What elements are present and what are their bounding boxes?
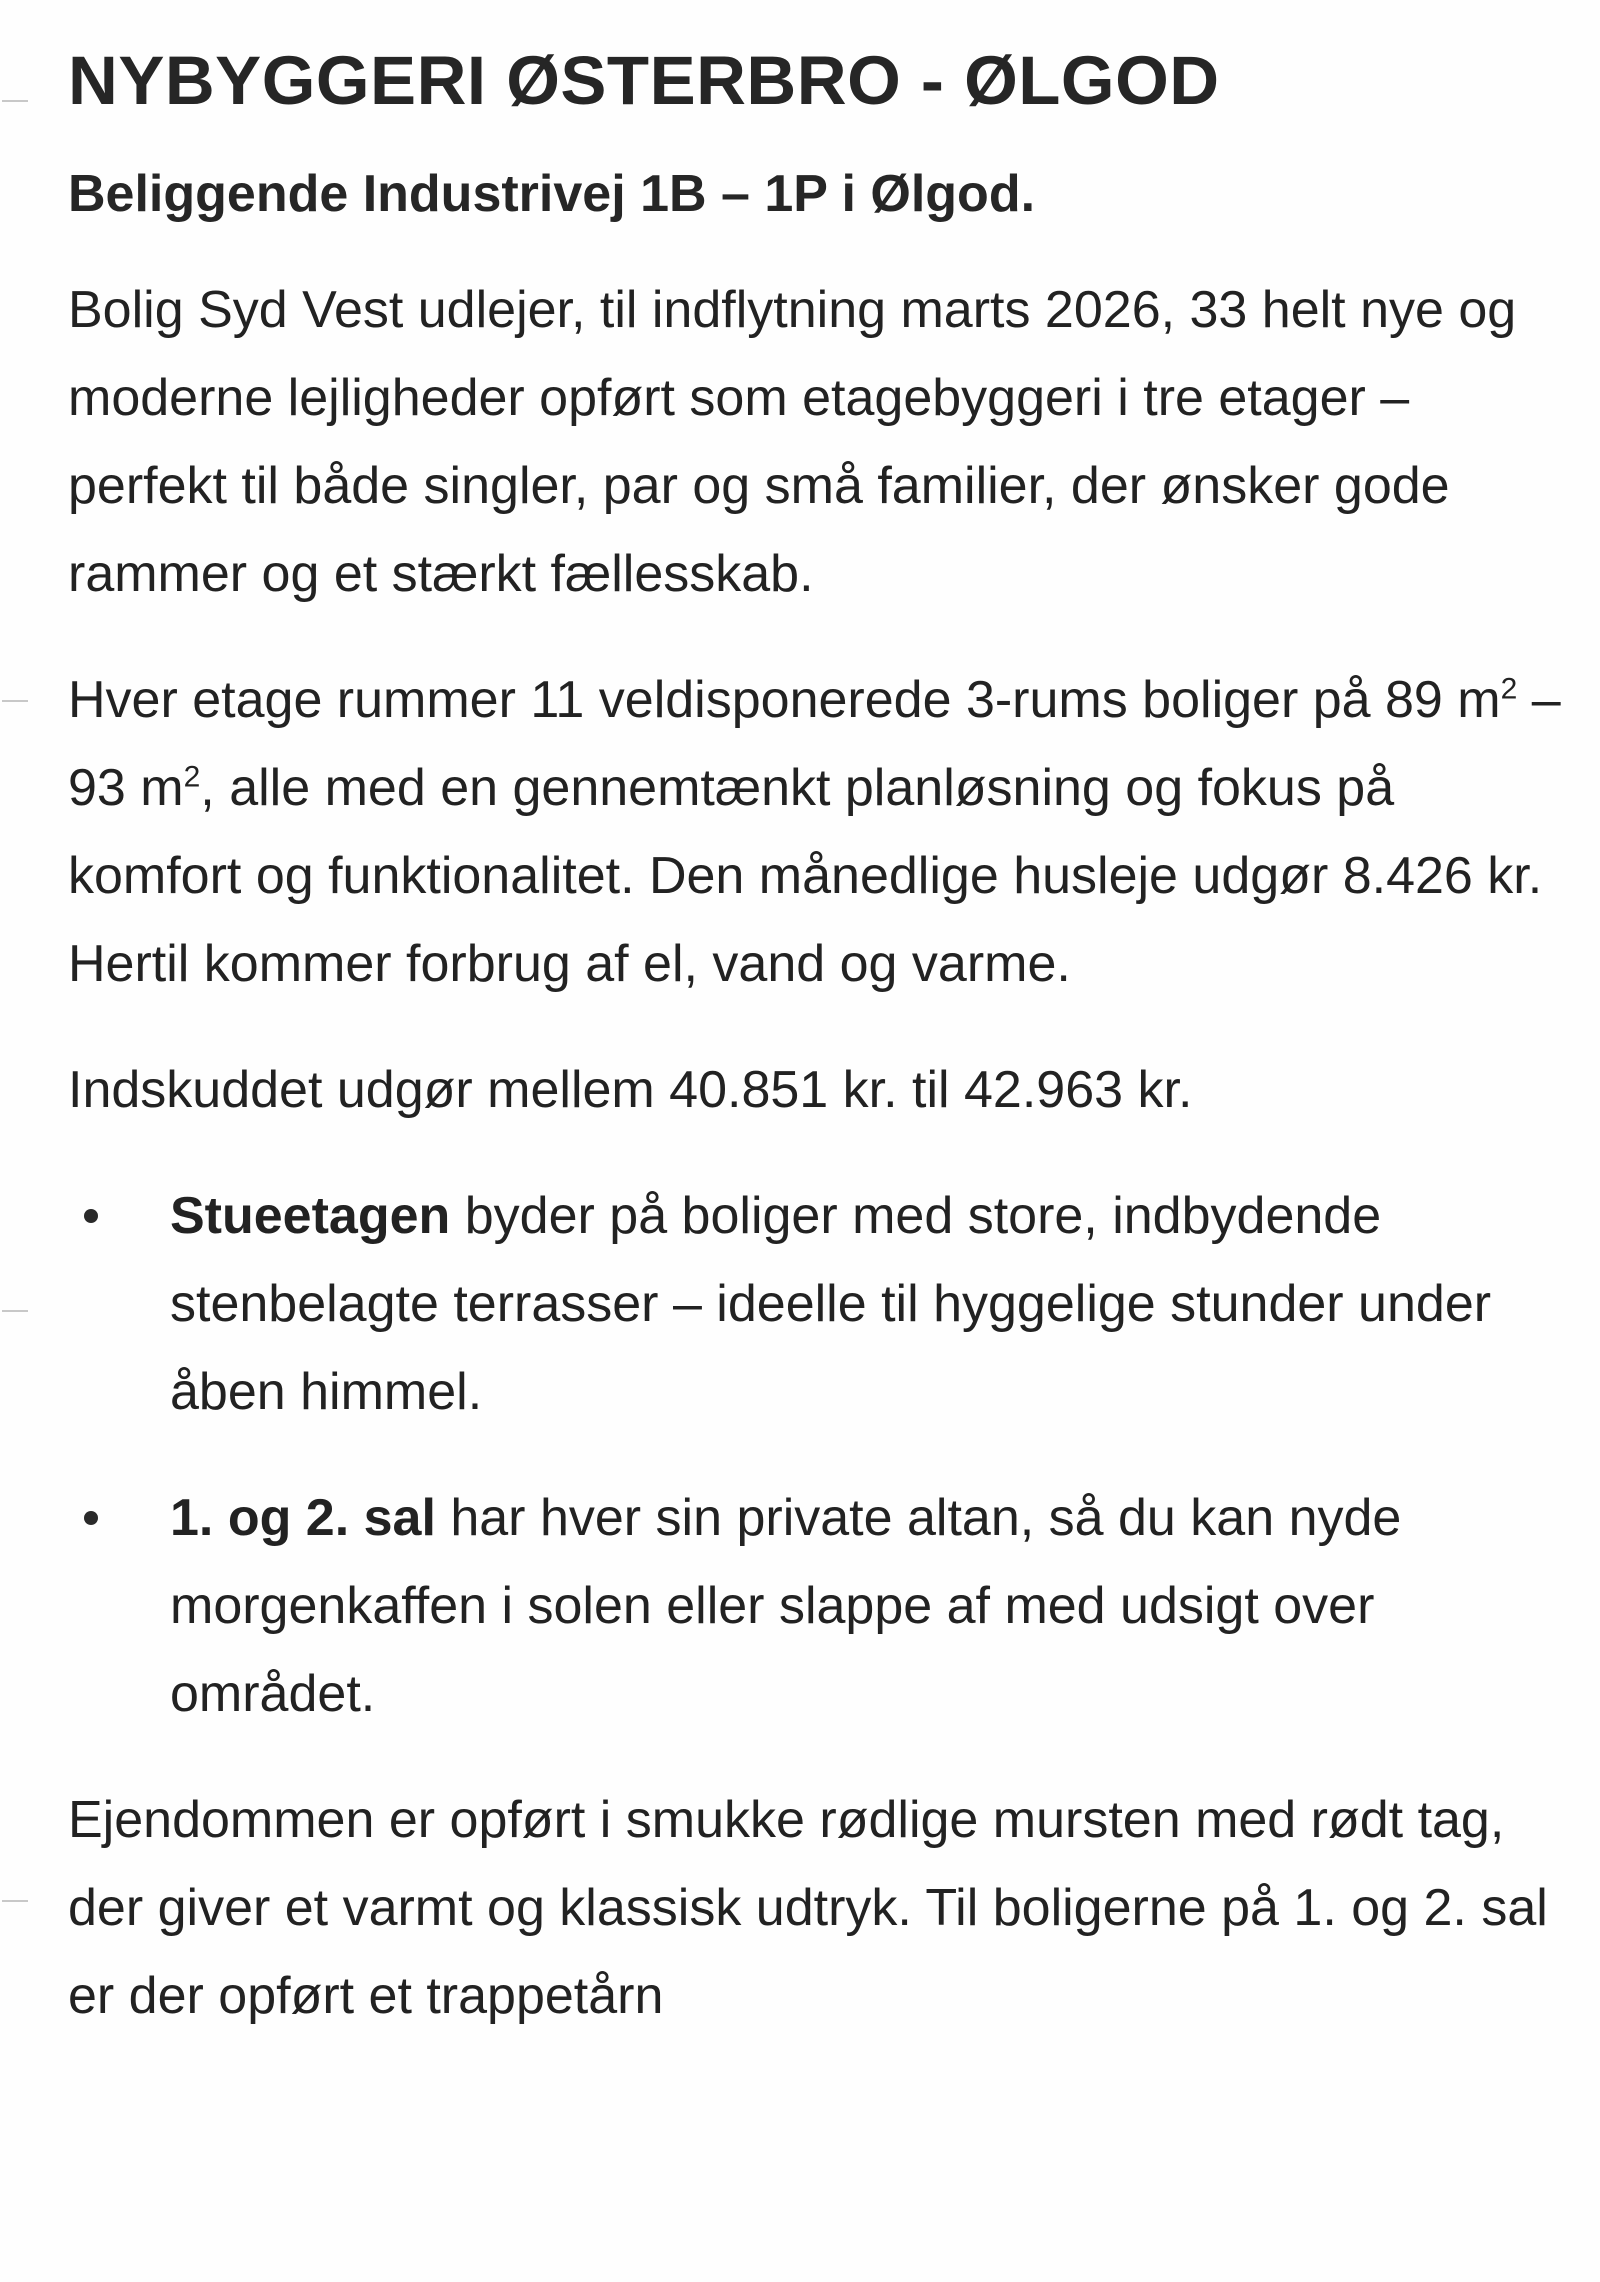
floors-paragraph (68, 656, 1568, 1008)
floors-text-3: , alle med en gennemtænkt planløsning og fokus på komfort og funktionalitet. Den månedlige husleje udgør 8.426 kr. Hertil kommer forbrug af el, vand og varme. (68, 759, 1543, 994)
list-item-text: har hver sin private altan, så du kan nyde morgenkaffen i solen eller slappe af med udsigt over området. (170, 1489, 1402, 1724)
list-item-bold: Stueetagen (170, 1187, 451, 1246)
scan-mark (2, 1310, 28, 1312)
list-item (68, 1474, 1568, 1738)
bullet-icon (84, 1511, 98, 1525)
floors-text-1: Hver etage rummer 11 veldisponerede 3-rums boliger på 89 m (68, 671, 1501, 730)
document-body (68, 40, 1568, 2040)
feature-list (68, 1172, 1568, 1738)
scan-mark (2, 100, 28, 102)
list-item-bold: 1. og 2. sal (170, 1489, 436, 1548)
area-unit-superscript: 2 (183, 761, 201, 795)
deposit-paragraph: Indskuddet udgør mellem 40.851 kr. til 42.963 kr. (68, 1061, 1193, 1120)
bullet-icon (84, 1209, 98, 1223)
list-item-text: byder på boliger med store, indbydende stenbelagte terrasser – ideelle til hyggelige stunder under åben himmel. (170, 1187, 1492, 1422)
area-unit-superscript: 2 (1500, 673, 1518, 707)
list-item (68, 1172, 1568, 1436)
intro-paragraph: Bolig Syd Vest udlejer, til indflytning marts 2026, 33 helt nye og moderne lejligheder opført som etagebyggeri i tre etager – perfekt til både singler, par og små familier, der ønsker gode rammer og et stærkt fællesskab. (68, 281, 1517, 604)
scan-mark (2, 1900, 28, 1902)
floors-text-2: – 93 m (68, 671, 1561, 818)
page-title: NYBYGGERI ØSTERBRO - ØLGOD (68, 42, 1220, 119)
closing-paragraph: Ejendommen er opført i smukke rødlige mursten med rødt tag, der giver et varmt og klassisk udtryk. Til boligerne på 1. og 2. sal er der opført et trappetårn (68, 1791, 1548, 2026)
address-heading: Beliggende Industrivej 1B – 1P i Ølgod. (68, 164, 1036, 223)
scan-mark (2, 700, 28, 702)
